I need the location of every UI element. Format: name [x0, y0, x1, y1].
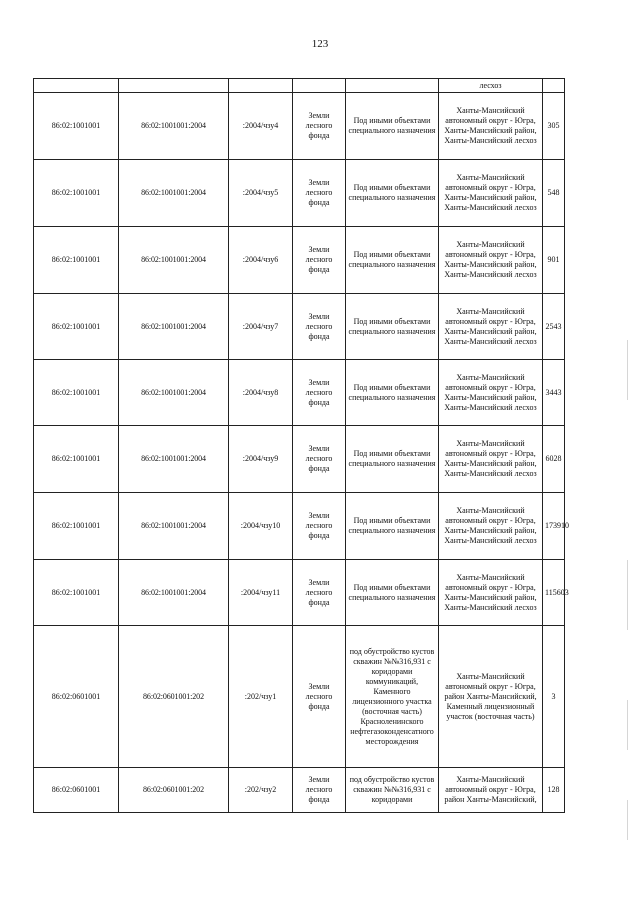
- purpose-cell: Под иными объектами специального назначения: [346, 560, 439, 626]
- part-number-cell: :2004/чзу8: [229, 360, 293, 426]
- part-number-cell: :2004/чзу4: [229, 93, 293, 160]
- location-cell: Ханты-Мансийский автономный округ - Югра, Ханты-Мансийский район, Ханты-Мансийский лесхоз: [439, 493, 543, 560]
- area-cell: 3443: [543, 360, 565, 426]
- purpose-cell: Под иными объектами специального назначения: [346, 493, 439, 560]
- purpose-cell: Под иными объектами специального назначения: [346, 426, 439, 493]
- page-number: 123: [311, 38, 329, 50]
- area-cell: 6028: [543, 426, 565, 493]
- table-row: [34, 493, 565, 560]
- area-cell: 115603: [543, 560, 565, 626]
- location-cell: Ханты-Мансийский автономный округ - Югра, район Ханты-Мансийский,: [439, 768, 543, 813]
- scan-edge-mark: [627, 700, 628, 750]
- table-row: [34, 768, 565, 813]
- purpose-cell: Под иными объектами специального назначения: [346, 227, 439, 294]
- cadastral-quarter-cell: 86:02:1001001: [34, 426, 119, 493]
- location-cell: Ханты-Мансийский автономный округ - Югра, Ханты-Мансийский район, Ханты-Мансийский лесхоз: [439, 294, 543, 360]
- land-category-cell: Земли лесного фонда: [293, 626, 346, 768]
- part-number-cell: :2004/чзу11: [229, 560, 293, 626]
- purpose-cell: Под иными объектами специального назначения: [346, 93, 439, 160]
- part-number-cell: :2004/чзу6: [229, 227, 293, 294]
- table-row: [34, 426, 565, 493]
- land-category-cell: [293, 79, 346, 93]
- purpose-cell: под обустройство кустов скважин №№316,931 с коридорами: [346, 768, 439, 813]
- scan-edge-mark: [627, 800, 628, 840]
- purpose-cell: Под иными объектами специального назначения: [346, 294, 439, 360]
- cadastral-quarter-cell: 86:02:1001001: [34, 360, 119, 426]
- part-number-cell: :2004/чзу7: [229, 294, 293, 360]
- table-row: [34, 626, 565, 768]
- area-cell: 3: [543, 626, 565, 768]
- parent-parcel-cell: 86:02:1001001:2004: [119, 227, 229, 294]
- area-cell: [543, 79, 565, 93]
- part-number-cell: :2004/чзу10: [229, 493, 293, 560]
- cadastral-quarter-cell: 86:02:1001001: [34, 294, 119, 360]
- parent-parcel-cell: [119, 79, 229, 93]
- land-category-cell: Земли лесного фонда: [293, 560, 346, 626]
- land-category-cell: Земли лесного фонда: [293, 768, 346, 813]
- area-cell: 548: [543, 160, 565, 227]
- part-number-cell: :2004/чзу5: [229, 160, 293, 227]
- part-number-cell: [229, 79, 293, 93]
- location-cell: Ханты-Мансийский автономный округ - Югра, Ханты-Мансийский район, Ханты-Мансийский лесхоз: [439, 93, 543, 160]
- part-number-cell: :202/чзу2: [229, 768, 293, 813]
- parent-parcel-cell: 86:02:1001001:2004: [119, 560, 229, 626]
- land-parts-table: [33, 78, 569, 813]
- location-cell: Ханты-Мансийский автономный округ - Югра, Ханты-Мансийский район, Ханты-Мансийский лесхоз: [439, 227, 543, 294]
- table-row: [34, 227, 565, 294]
- location-cell: Ханты-Мансийский автономный округ - Югра, Ханты-Мансийский район, Ханты-Мансийский лесхоз: [439, 560, 543, 626]
- land-category-cell: Земли лесного фонда: [293, 227, 346, 294]
- part-number-cell: :202/чзу1: [229, 626, 293, 768]
- land-category-cell: Земли лесного фонда: [293, 160, 346, 227]
- location-cell: Ханты-Мансийский автономный округ - Югра, Ханты-Мансийский район, Ханты-Мансийский лесхоз: [439, 360, 543, 426]
- area-cell: 2543: [543, 294, 565, 360]
- part-number-cell: :2004/чзу9: [229, 426, 293, 493]
- cadastral-quarter-cell: 86:02:1001001: [34, 93, 119, 160]
- land-category-cell: Земли лесного фонда: [293, 294, 346, 360]
- table-row: [34, 560, 565, 626]
- parent-parcel-cell: 86:02:1001001:2004: [119, 160, 229, 227]
- location-cell: Ханты-Мансийский автономный округ - Югра, Ханты-Мансийский район, Ханты-Мансийский лесхоз: [439, 426, 543, 493]
- location-cell: Ханты-Мансийский автономный округ - Югра, Ханты-Мансийский район, Ханты-Мансийский лесхоз: [439, 160, 543, 227]
- parent-parcel-cell: 86:02:0601001:202: [119, 768, 229, 813]
- area-cell: 173910: [543, 493, 565, 560]
- cadastral-quarter-cell: 86:02:1001001: [34, 560, 119, 626]
- land-category-cell: Земли лесного фонда: [293, 360, 346, 426]
- area-cell: 901: [543, 227, 565, 294]
- cadastral-quarter-cell: 86:02:1001001: [34, 493, 119, 560]
- cadastral-quarter-cell: 86:02:1001001: [34, 160, 119, 227]
- table-row: [34, 360, 565, 426]
- parent-parcel-cell: 86:02:1001001:2004: [119, 426, 229, 493]
- parent-parcel-cell: 86:02:1001001:2004: [119, 493, 229, 560]
- parent-parcel-cell: 86:02:1001001:2004: [119, 360, 229, 426]
- purpose-cell: Под иными объектами специального назначения: [346, 360, 439, 426]
- table-row: [34, 160, 565, 227]
- table-body: [34, 79, 569, 813]
- scan-edge-mark: [627, 560, 628, 630]
- parent-parcel-cell: 86:02:1001001:2004: [119, 294, 229, 360]
- table-row: [34, 93, 565, 160]
- land-category-cell: Земли лесного фонда: [293, 426, 346, 493]
- cadastral-quarter-cell: 86:02:0601001: [34, 768, 119, 813]
- area-cell: 305: [543, 93, 565, 160]
- land-category-cell: Земли лесного фонда: [293, 493, 346, 560]
- purpose-cell: под обустройство кустов скважин №№316,931 с коридорами коммуникаций, Каменного лицензионного участка (восточная часть) Красноленинского нефтегазоконденсатного месторождения: [346, 626, 439, 768]
- cadastral-quarter-cell: 86:02:0601001: [34, 626, 119, 768]
- area-cell: 128: [543, 768, 565, 813]
- land-category-cell: Земли лесного фонда: [293, 93, 346, 160]
- location-cell: лесхоз: [439, 79, 543, 93]
- purpose-cell: [346, 79, 439, 93]
- location-cell: Ханты-Мансийский автономный округ - Югра, район Ханты-Мансийский, Каменный лицензионный участок (восточная часть): [439, 626, 543, 768]
- table-row: [34, 294, 565, 360]
- parent-parcel-cell: 86:02:0601001:202: [119, 626, 229, 768]
- scan-edge-mark: [627, 340, 628, 400]
- cadastral-quarter-cell: 86:02:1001001: [34, 227, 119, 294]
- table-row-continuation: [34, 79, 565, 93]
- cadastral-quarter-cell: [34, 79, 119, 93]
- purpose-cell: Под иными объектами специального назначения: [346, 160, 439, 227]
- parent-parcel-cell: 86:02:1001001:2004: [119, 93, 229, 160]
